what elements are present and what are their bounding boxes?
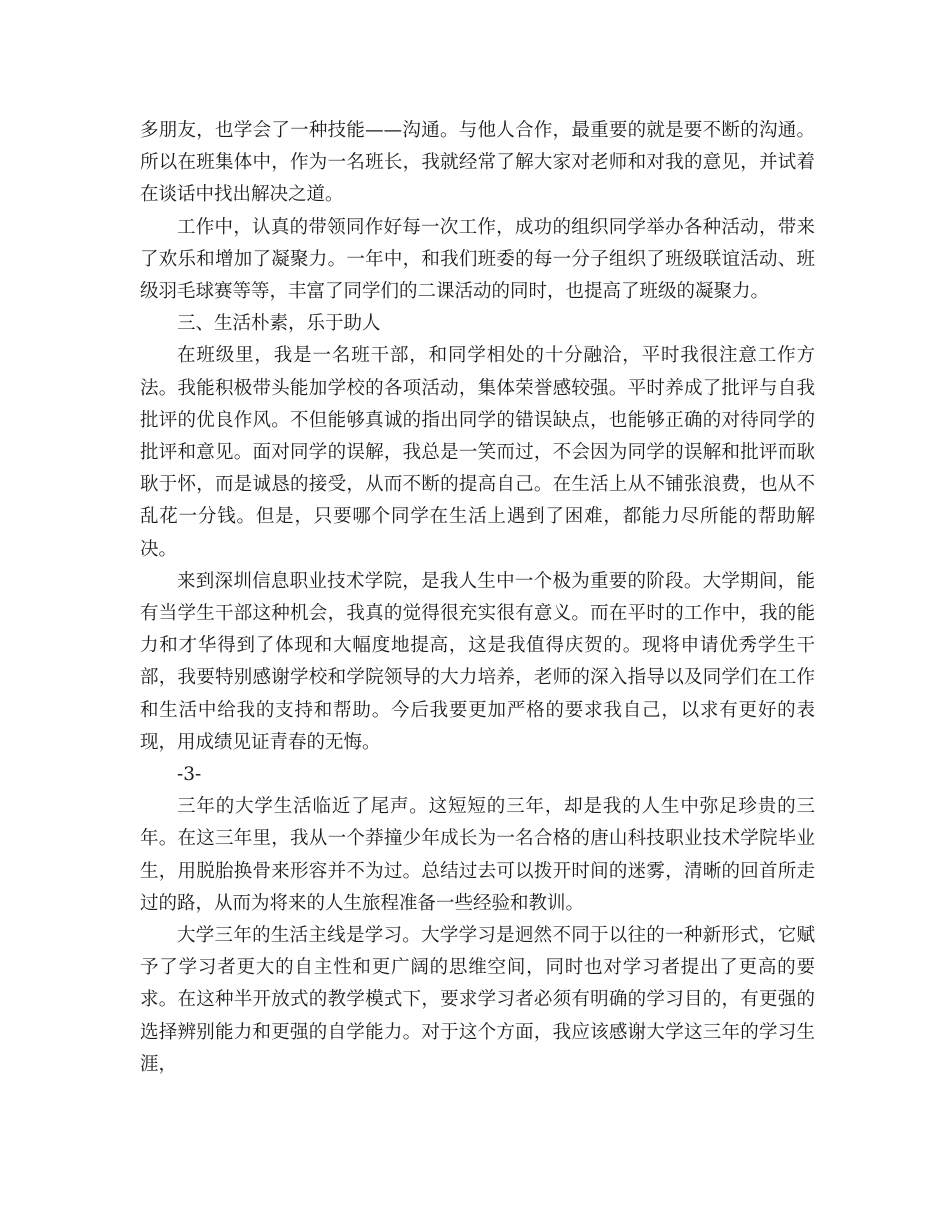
paragraph-three-years: 三年的大学生活临近了尾声。这短短的三年，却是我的人生中弥足珍贵的三年。在这三年里，我从一个莽撞少年成长为一名合格的唐山科技职业技术学院毕业生，用脱胎换骨来形容并不为过。总结过去可以拨开时间的迷雾，清晰的回首所走过的路，从而为将来的人生旅程准备一些经验和教训。: [140, 796, 815, 914]
paragraph-communication: 多朋友，也学会了一种技能——沟通。与他人合作，最重要的就是要不断的沟通。所以在班集体中，作为一名班长，我就经常了解大家对老师和对我的意见，并试着在谈话中找出解决之道。: [140, 120, 815, 206]
paragraph-class-life: 在班级里，我是一名班干部，和同学相处的十分融洽，平时我很注意工作方法。我能积极带头能加学校的各项活动，集体荣誉感较强。平时养成了批评与自我批评的优良作风。不但能够真诚的指出同学的错误缺点，也能够正确的对待同学的批评和意见。面对同学的误解，我总是一笑而过，不会因为同学的误解和批评而耿耿于怀，而是诚恳的接受，从而不断的提高自己。在生活上从不铺张浪费，也从不乱花一分钱。但是，只要哪个同学在生活上遇到了困难，都能力尽所能的帮助解决。: [140, 345, 815, 560]
paragraph-study: 大学三年的生活主线是学习。大学学习是迥然不同于以往的一种新形式，它赋予了学习者更大的自主性和更广阔的思维空间，同时也对学习者提出了更高的要求。在这种半开放式的教学模式下，要求学习者必须有明确的学习目的，有更强的选择辨别能力和更强的自学能力。对于这个方面，我应该感谢大学这三年的学习生涯，: [140, 925, 815, 1075]
paragraph-work: 工作中，认真的带领同作好每一次工作，成功的组织同学举办各种活动，带来了欢乐和增加了凝聚力。一年中，和我们班委的每一分子组织了班级联谊活动、班级羽毛球赛等等，丰富了同学们的二课活动的同时，也提高了班级的凝聚力。: [140, 216, 815, 303]
document-body: [140, 115, 815, 1081]
section-heading-life: 三、生活朴素，乐于助人: [177, 313, 381, 335]
page-number: -3-: [177, 764, 202, 786]
paragraph-college: 来到深圳信息职业技术学院，是我人生中一个极为重要的阶段。大学期间，能有当学生干部这种机会，我真的觉得很充实很有意义。而在平时的工作中，我的能力和才华得到了体现和大幅度地提高，这是我值得庆贺的。现将申请优秀学生干部，我要特别感谢学校和学院领导的大力培养，老师的深入指导以及同学们在工作和生活中给我的支持和帮助。今后我要更加严格的要求我自己，以求有更好的表现，用成绩见证青春的无悔。: [140, 570, 815, 753]
